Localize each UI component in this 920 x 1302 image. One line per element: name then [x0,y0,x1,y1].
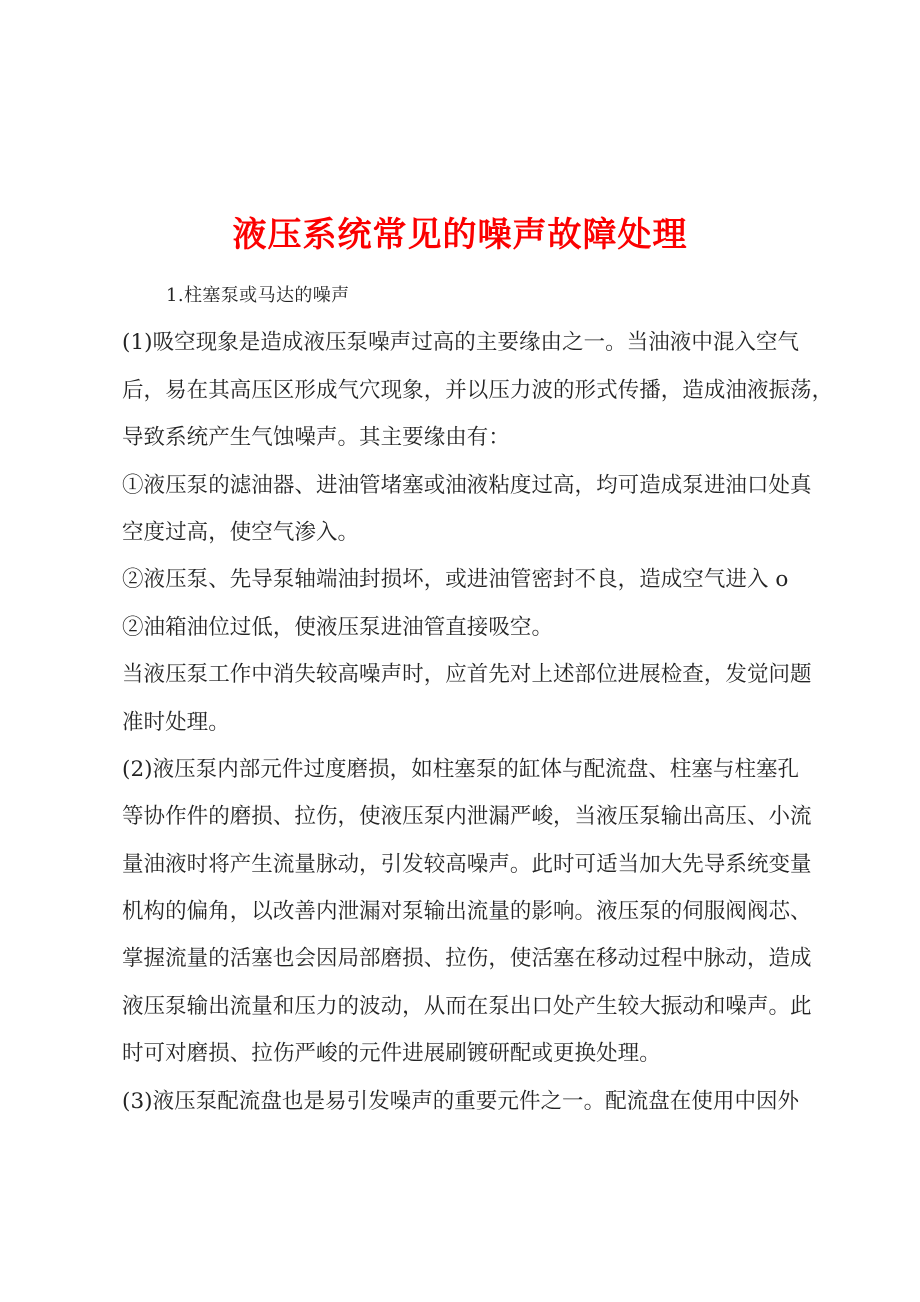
text-line: 等协作件的磨损、拉伤，使液压泵内泄漏严峻，当液压泵输出高压、小流 [122,804,812,830]
text-line: 准时处理。 [122,709,230,735]
text-line: 液压泵输出流量和压力的波动，从而在泵出口处产生较大振动和噪声。此 [122,993,812,1019]
text-line: 当液压泵工作中消失较高噪声时，应首先对上述部位进展检查，发觉问题 [122,662,812,688]
document-body [122,272,834,1125]
text-line: 后，易在其高压区形成气穴现象，并以压力波的形式传播，造成油液振荡， [122,377,834,403]
text-line: (3)液压泵配流盘也是易引发噪声的重要元件之一。配流盘在使用中因外 [122,1088,800,1114]
page-title: 液压系统常见的噪声故障处理 [232,214,688,255]
text-line: ②液压泵、先导泵轴端油封损坏，或进油管密封不良，造成空气进入 o [122,567,789,593]
text-line: ①液压泵的滤油器、进油管堵塞或油液粘度过高，均可造成泵进油口处真 [122,472,812,498]
text-line: 空度过高，使空气渗入。 [122,519,360,545]
text-line: (2)液压泵内部元件过度磨损，如柱塞泵的缸体与配流盘、柱塞与柱塞孔 [122,756,800,782]
text-line: 1.柱塞泵或马达的噪声 [166,285,350,306]
text-line: (1)吸空现象是造成液压泵噪声过高的主要缘由之一。当油液中混入空气 [122,330,800,356]
text-line: 导致系统产生气蚀噪声。其主要缘由有： [122,425,510,451]
text-line: 量油液时将产生流量脉动，引发较高噪声。此时可适当加大先导系统变量 [122,851,812,877]
text-line: ②油箱油位过低，使液压泵进油管直接吸空。 [122,614,554,640]
text-line: 机构的偏角，以改善内泄漏对泵输出流量的影响。液压泵的伺服阀阀芯、 [122,899,812,925]
text-line: 时可对磨损、拉伤严峻的元件进展刷镀研配或更换处理。 [122,1041,661,1067]
text-line: 掌握流量的活塞也会因局部磨损、拉伤，使活塞在移动过程中脉动，造成 [122,946,812,972]
